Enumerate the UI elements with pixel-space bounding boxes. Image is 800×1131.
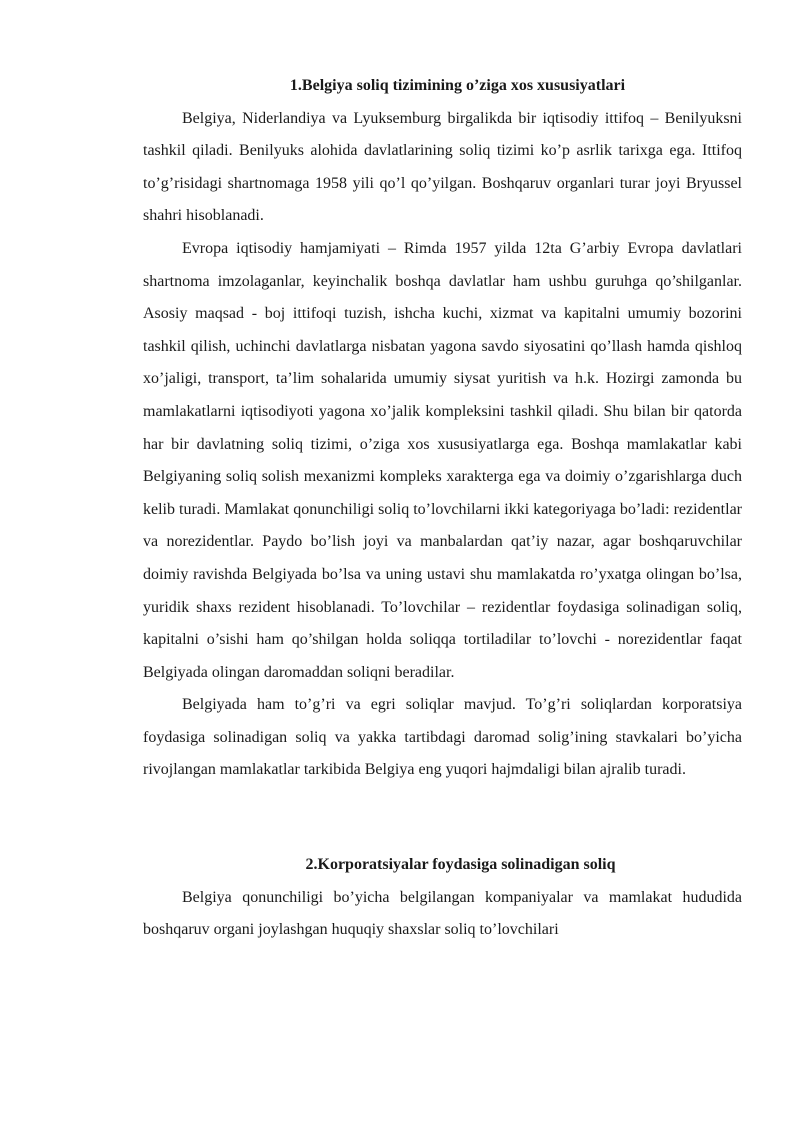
- section-1-paragraph-3: Belgiyada ham to’g’ri va egri soliqlar mavjud. To’g’ri soliqlardan korporatsiya foydasiga solinadigan soliq va yakka tartibdagi daromad solig’ining stavkalari bo’yicha rivojlangan mamlakatlar tarkibida Belgiya eng yuqori hajmdaligi bilan ajralib turadi.: [143, 696, 742, 779]
- section-1-paragraph-2: Evropa iqtisodiy hamjamiyati – Rimda 1957 yilda 12ta G’arbiy Evropa davlatlari shartnoma imzolaganlar, keyinchalik boshqa davlatlar ham ushbu guruhga qo’shilganlar. Asosiy maqsad - boj ittifoqi tuzish, ishcha kuchi, xizmat va kapitalni umumiy bozorini tashkil qilish, uchinchi davlatlarga nisbatan yagona savdo siyosatini qo’llash hamda qishloq xo’jaligi, transport, ta’lim sohalarida umumiy siysat yuritish va h.k. Hozirgi zamonda bu mamlakatlarni iqtisodiyoti yagona xo’jalik kompleksini tashkil qiladi. Shu bilan bir qatorda har bir davlatning soliq tizimi, o’ziga xos xususiyatlarga ega. Boshqa mamlakatlar kabi Belgiyaning soliq solish mexanizmi kompleks xarakterga ega va doimiy o’zgarishlarga duch kelib turadi. Mamlakat qonunchiligi soliq to’lovchilarni ikki kategoriyaga bo’ladi: rezidentlar va norezidentlar. Paydo bo’lish joyi va manbalardan qat’iy nazar, agar boshqaruvchilar doimiy ravishda Belgiyada bo’lsa va uning ustavi shu mamlakatda ro’yxatga olingan bo’lsa, yuridik shaxs rezident hisoblanadi. To’lovchilar – rezidentlar foydasiga solinadigan soliq, kapitalni o’sishi ham qo’shilgan holda soliqqa tortiladilar to’lovchi - norezidentlar faqat Belgiyada olingan daromaddan soliqni beradilar.: [143, 239, 742, 681]
- section-2-paragraph-1: Belgiya qonunchiligi bo’yicha belgilangan kompaniyalar va mamlakat hududida boshqaruv organi joylashgan huquqiy shaxslar soliq to’lovchilari: [143, 888, 742, 939]
- section-1-paragraph-1: Belgiya, Niderlandiya va Lyuksemburg birgalikda bir iqtisodiy ittifoq – Benilyuksni tashkil qiladi. Benilyuks alohida davlatlarining soliq tizimi ko’p asrlik tarixga ega. Ittifoq to’g’risidagi shartnomaga 1958 yili qo’l qo’yilgan. Boshqaruv organlari turar joyi Bryussel shahri hisoblanadi.: [143, 109, 742, 225]
- section-1-heading: 1.Belgiya soliq tizimining o’ziga xos xususiyatlari: [289, 77, 626, 94]
- section-2-heading: 2.Korporatsiyalar foydasiga solinadigan soliq: [305, 856, 616, 874]
- document-page: [143, 70, 742, 947]
